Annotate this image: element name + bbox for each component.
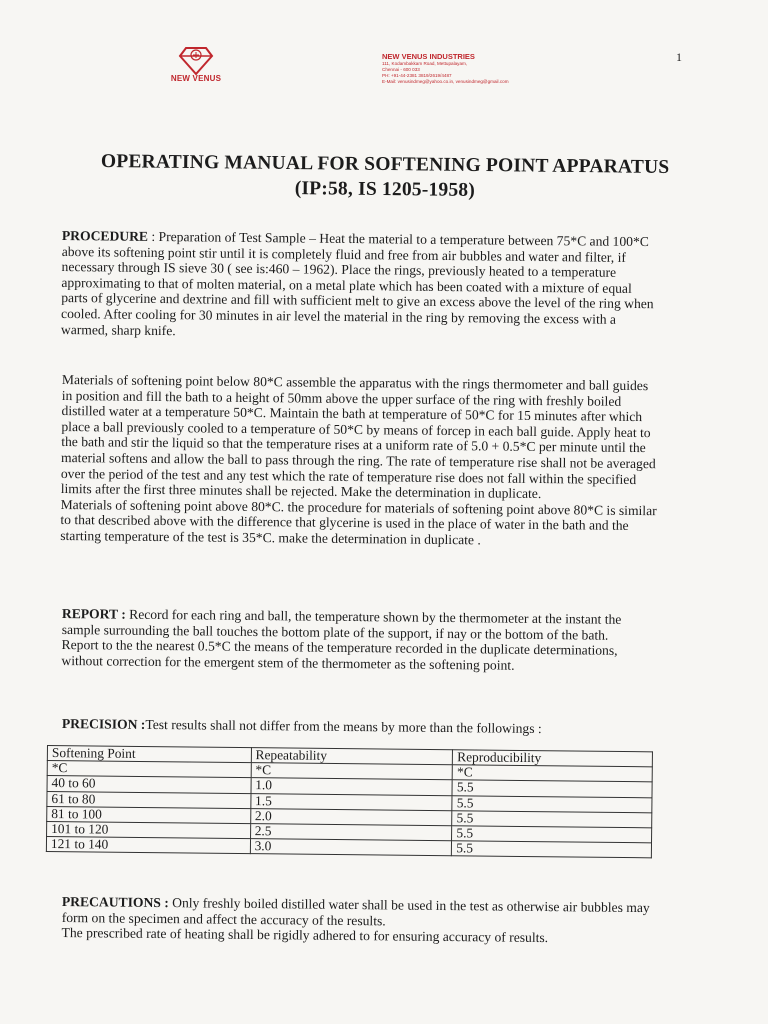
company-name: NEW VENUS INDUSTRIES [382,52,475,61]
table-cell: *C [47,761,251,778]
company-info [382,52,632,85]
company-logo [160,44,232,90]
precision-table [46,745,653,859]
table-cell: 1.0 [251,778,453,795]
title-line-2: (IP:58, IS 1205-1958) [294,178,476,201]
procedure-label: PROCEDURE [61,228,149,244]
table-cell: 3.0 [250,839,452,856]
title-line-1: OPERATING MANUAL FOR SOFTENING POINT APPARATUS [100,151,670,178]
table-cell: *C [452,765,652,782]
logo-text: NEW VENUS [170,74,222,83]
precision-label: PRECISION : [61,716,146,732]
address-line-1: 111, Kodambakkam Road, Mettupalayam, [382,61,468,66]
table-cell: 2.0 [250,808,452,825]
table-header-cell: Softening Point [47,746,251,763]
table-cell: 5.5 [452,826,652,843]
precision-section [62,716,662,738]
table-cell: *C [251,763,453,780]
table-cell: 121 to 140 [46,837,250,854]
table-cell: 5.5 [452,795,652,812]
table-header-cell: Repeatability [251,748,453,765]
materials-paragraph-1: Materials of softening point below 80*C assemble the apparatus with the rings thermometer and ball guides in position and fill the bath to a height of 50mm above the upper surface of the ring with freshly boiled distilled water at a temperature 50*C. Maintain the bath at temperature of 50*C for 15 minutes after which place a ball previously cooled to a temperature of 50*C by means of forcep in each ball guide. Apply heat to the bath and stir the liquid so that the temperature rises at a uniform rate of 5.0 + 0.5*C per minute until the material softens and allow the ball to pass through the ring. The rate of temperature rise shall not be averaged over the period of the test and any test which the rate of temperature rise does not fall within the specified limits after the first three minutes shall be rejected. Make the determination in duplicate. [60,372,656,502]
table-cell: 40 to 60 [47,776,251,793]
table-cell: 1.5 [251,793,453,810]
page-number: 1 [676,50,682,64]
table-cell: 5.5 [452,780,652,797]
table-cell: 2.5 [250,824,452,841]
diamond-logo-icon [160,44,232,76]
table-cell: 101 to 120 [47,822,251,839]
precautions-label: PRECAUTIONS : [61,894,169,911]
procedure-paragraph [61,228,662,343]
phone-line: PH: +91-44-2381 3819/2619/4487 [382,73,452,78]
precautions-section [62,894,662,947]
report-label: REPORT : [61,606,126,622]
procedure-text: : Preparation of Test Sample – Heat the material to a temperature between 75*C and 100*C above its softening point stir until it is completely fluid and free from air bubbles and water and filter, if necessary through IS sieve 30 ( see is:460 – 1962). Place the rings, previously heated to a temperature approximating to that of molten material, on a metal plate which has been coated with a mixture of equal parts of glycerine and dextrine and fill with sufficient melt to give an excess above the level of the ring when cooled. After cooling for 30 minutes in air level the material in the ring by removing the excess with a warmed, sharp knife. [60,228,654,338]
table-cell: 5.5 [452,811,652,828]
procedure-section [61,228,662,343]
table-header-cell: Reproducibility [453,750,653,767]
report-paragraph-2: Report to the the nearest 0.5*C the means of the temperature recorded in the duplicate determinations, without correction for the emergent stem of the thermometer as the softening point. [61,637,618,673]
precautions-paragraph-2: The prescribed rate of heating shall be rigidly adhered to for ensuring accuracy of results. [61,925,549,946]
table-cell: 5.5 [452,841,652,858]
precision-paragraph [62,716,662,738]
materials-paragraph-2: Materials of softening point above 80*C. the procedure for materials of softening point above 80*C is similar to that described above with the difference that glycerine is used in the place of water in the bath and the starting temperature of the test is 35*C. make the determination in duplicate . [60,496,657,548]
address-line-2: Chennai - 600 033 [382,67,420,72]
table-cell: 81 to 100 [47,806,251,823]
report-text: Record for each ring and ball, the temperature shown by the thermometer at the instant the sample surrounding the ball touches the bottom plate of the support, if nay or the bottom of the bath. [61,606,622,643]
precision-table-wrapper [46,745,653,859]
table-cell: 61 to 80 [47,791,251,808]
materials-section [60,372,662,550]
precision-text: Test results shall not differ from the means by more than the followings : [145,716,542,737]
report-section [61,606,662,675]
precautions-text: Only freshly boiled distilled water shall be used in the test as otherwise air bubbles may form on the specimen and affect the accuracy of the results. [61,895,650,928]
email-line: E-Mail: venusindmeg@yahoo.co.in, venusindmeg@gmail.com [382,79,509,84]
document-title [40,148,730,205]
